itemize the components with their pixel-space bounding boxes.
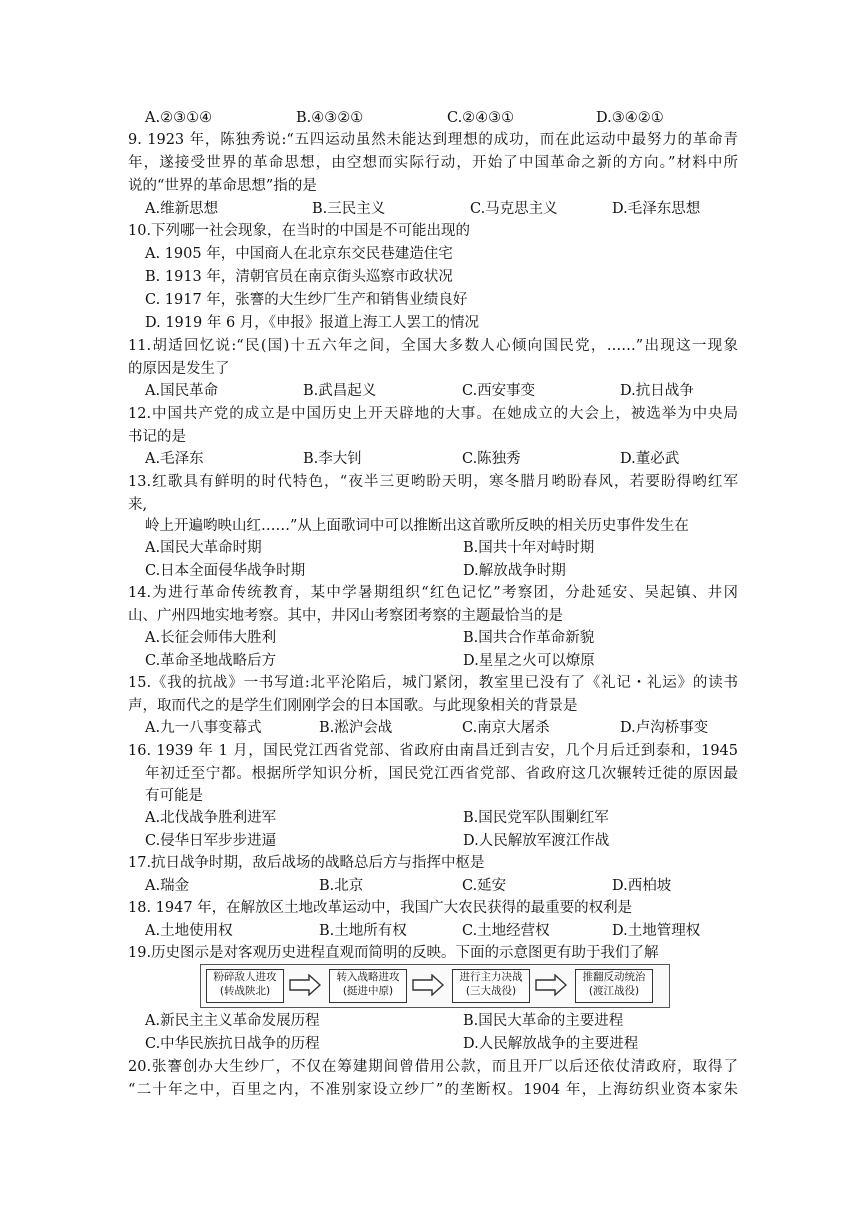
q10-option-d: D. 1919 年 6 月，《申报》报道上海工人罢工的情况 bbox=[145, 315, 480, 331]
q13-options-row-1 bbox=[145, 538, 745, 560]
flow-step-3-sub: (三大战役) bbox=[465, 985, 517, 997]
q16-stem-line-2: 年初迁至宁都。根据所学知识分析，国民党江西省党部、省政府这几次辗转迁徙的原因最 bbox=[145, 766, 738, 782]
q17-stem: 17.抗日战争时期，敌后战场的战略总后方与指挥中枢是 bbox=[128, 855, 485, 871]
q9-options bbox=[145, 199, 745, 221]
q14-options-row-2 bbox=[145, 651, 745, 673]
q15-option-a: A.九一八事变幕式 bbox=[145, 720, 262, 736]
q14-option-b: B.国共合作革命新貌 bbox=[463, 630, 595, 646]
q9-stem-line-2: 年，遂接受世界的革命思想，由空想而实际行动，开始了中国革命之新的方向。”材料中所 bbox=[128, 155, 738, 171]
q17-options bbox=[145, 876, 745, 898]
q17-option-b: B.北京 bbox=[319, 878, 364, 894]
q13-option-c: C.日本全面侵华战争时期 bbox=[145, 563, 306, 579]
q9-stem-line-3: 说的“世界的革命思想”指的是 bbox=[128, 178, 317, 194]
q19-option-a: A.新民主主义革命发展历程 bbox=[145, 1013, 320, 1029]
q10-option-c: C. 1917 年，张謇的大生纱厂生产和销售业绩良好 bbox=[145, 292, 468, 308]
q17-option-a: A.瑞金 bbox=[145, 878, 190, 894]
q9-option-b: B.三民主义 bbox=[312, 201, 386, 217]
q13-option-b: B.国共十年对峙时期 bbox=[463, 540, 595, 556]
q12-stem-line-1: 12.中国共产党的成立是中国历史上开天辟地的大事。在她成立的大会上，被选举为中央局 bbox=[128, 406, 738, 422]
flow-step-4 bbox=[575, 969, 653, 1003]
q14-option-d: D.星星之火可以燎原 bbox=[463, 653, 595, 669]
q10-option-b: B. 1913 年，清朝官员在南京街头巡察市政状况 bbox=[145, 269, 453, 285]
q18-option-d: D.土地管理权 bbox=[612, 923, 701, 939]
q12-option-d: D.董必武 bbox=[620, 451, 680, 467]
q14-stem-line-1: 14.为进行革命传统教育，某中学暑期组织“红色记忆”考察团，分赴延安、吴起镇、井冈 bbox=[128, 585, 738, 601]
q9-option-d: D.毛泽东思想 bbox=[612, 201, 701, 217]
q17-option-c: C.延安 bbox=[462, 878, 507, 894]
q15-option-b: B.淞沪会战 bbox=[319, 720, 393, 736]
q11-stem-line-1: 11.胡适回忆说:“民(国)十五六年之间，全国大多数人心倾向国民党，……”出现这一现象 bbox=[128, 338, 738, 354]
q19-option-b: B.国民大革命的主要进程 bbox=[463, 1013, 624, 1029]
q20-stem-line-1: 20.张謇创办大生纱厂，不仅在筹建期间曾借用公款，而且开厂以后还依仗清政府，取得了 bbox=[128, 1059, 738, 1075]
q11-options bbox=[145, 381, 745, 403]
q12-option-b: B.李大钊 bbox=[303, 451, 362, 467]
q18-option-b: B.土地所有权 bbox=[319, 923, 407, 939]
q8-option-d: D.③④②① bbox=[596, 110, 664, 126]
flow-arrow-icon bbox=[535, 974, 567, 996]
q19-options-row-2 bbox=[145, 1034, 745, 1056]
q9-stem-line-1: 9. 1923 年，陈独秀说:“五四运动虽然未能达到理想的成功，而在此运动中最努力的革命青 bbox=[128, 132, 738, 148]
flow-step-4-sub: (渡江战役) bbox=[588, 985, 640, 997]
q13-stem-line-3: 岭上开遍哟映山红……”从上面歌词中可以推断出这首歌所反映的相关历史事件发生在 bbox=[145, 518, 689, 534]
q16-option-a: A.北伐战争胜利进军 bbox=[145, 810, 277, 826]
q16-option-d: D.人民解放军渡江作战 bbox=[463, 833, 610, 849]
q11-stem-line-2: 的原因是发生了 bbox=[128, 361, 230, 377]
flow-step-2 bbox=[329, 969, 407, 1003]
q15-options bbox=[145, 718, 745, 740]
q11-option-b: B.武昌起义 bbox=[303, 383, 377, 399]
flow-arrow-icon bbox=[412, 974, 444, 996]
flow-step-1-sub: (转战陕北) bbox=[219, 985, 271, 997]
q16-options-row-2 bbox=[145, 831, 745, 853]
q18-options bbox=[145, 921, 745, 943]
q15-option-d: D.卢沟桥事变 bbox=[620, 720, 709, 736]
q14-stem-line-2: 山、广州四地实地考察。其中，井冈山考察团考察的主题最恰当的是 bbox=[128, 608, 563, 624]
q17-option-d: D.西柏坡 bbox=[612, 878, 672, 894]
q11-option-c: C.西安事变 bbox=[462, 383, 536, 399]
q18-stem: 18. 1947 年，在解放区土地改革运动中，我国广大农民获得的最重要的权利是 bbox=[128, 900, 633, 916]
q19-options-row-1 bbox=[145, 1011, 745, 1033]
flow-arrow-icon bbox=[289, 974, 321, 996]
q9-option-a: A.维新思想 bbox=[145, 201, 219, 217]
flow-step-2-title: 转入战略进攻 bbox=[336, 971, 400, 983]
q8-options bbox=[145, 108, 745, 130]
q16-stem-line-1: 16. 1939 年 1 月，国民党江西省党部、省政府由南昌迁到吉安，几个月后迁到泰和，1945 bbox=[128, 743, 738, 759]
q19-option-d: D.人民解放战争的主要进程 bbox=[463, 1036, 639, 1052]
q11-option-a: A.国民革命 bbox=[145, 383, 219, 399]
q11-option-d: D.抗日战争 bbox=[620, 383, 694, 399]
q19-stem: 19.历史图示是对客观历史进程直观而简明的反映。下面的示意图更有助于我们了解 bbox=[128, 945, 659, 961]
q8-option-a: A.②③①④ bbox=[145, 110, 213, 126]
flow-step-1-title: 粉碎敌人进攻 bbox=[213, 971, 277, 983]
q20-stem-line-2: “二十年之中，百里之内，不准别家设立纱厂”的垄断权。1904 年，上海纺织业资本家朱 bbox=[128, 1082, 738, 1098]
flow-step-4-title: 推翻反动统治 bbox=[582, 971, 646, 983]
q19-option-c: C.中华民族抗日战争的历程 bbox=[145, 1036, 320, 1052]
flow-step-2-sub: (挺进中原) bbox=[342, 985, 394, 997]
q10-stem: 10.下列哪一社会现象，在当时的中国是不可能出现的 bbox=[128, 223, 471, 239]
q19-flow-diagram bbox=[200, 964, 670, 1008]
q10-option-a: A. 1905 年，中国商人在北京东交民巷建造住宅 bbox=[145, 246, 453, 262]
q8-option-c: C.②④③① bbox=[447, 110, 515, 126]
q12-option-c: C.陈独秀 bbox=[462, 451, 521, 467]
q16-stem-line-3: 有可能是 bbox=[145, 788, 203, 804]
flow-step-3 bbox=[452, 969, 530, 1003]
q12-option-a: A.毛泽东 bbox=[145, 451, 204, 467]
q14-option-a: A.长征会师伟大胜利 bbox=[145, 630, 277, 646]
q13-option-d: D.解放战争时期 bbox=[463, 563, 566, 579]
q13-stem-line-2: 来, bbox=[128, 497, 148, 513]
q18-option-c: C.土地经营权 bbox=[462, 923, 550, 939]
q16-option-c: C.侵华日军步步进逼 bbox=[145, 833, 277, 849]
flow-step-1 bbox=[206, 969, 284, 1003]
q13-stem-line-1: 13.红歌具有鲜明的时代特色，“夜半三更哟盼天明，寒冬腊月哟盼春风，若要盼得哟红军 bbox=[128, 474, 738, 490]
q13-option-a: A.国民大革命时期 bbox=[145, 540, 262, 556]
q14-options-row-1 bbox=[145, 628, 745, 650]
q16-option-b: B.国民党军队围剿红军 bbox=[463, 810, 609, 826]
q16-options-row-1 bbox=[145, 808, 745, 830]
q9-option-c: C.马克思主义 bbox=[470, 201, 558, 217]
q18-option-a: A.土地使用权 bbox=[145, 923, 233, 939]
flow-step-3-title: 进行主力决战 bbox=[459, 971, 523, 983]
q12-stem-line-2: 书记的是 bbox=[128, 429, 186, 445]
q14-option-c: C.革命圣地战略后方 bbox=[145, 653, 277, 669]
q15-option-c: C.南京大屠杀 bbox=[462, 720, 550, 736]
q13-options-row-2 bbox=[145, 561, 745, 583]
q8-option-b: B.④③②① bbox=[296, 110, 364, 126]
q15-stem-line-2: 声，取而代之的是学生们刚刚学会的日本国歌。与此现象相关的背景是 bbox=[128, 698, 578, 714]
q12-options bbox=[145, 449, 745, 471]
q15-stem-line-1: 15.《我的抗战》一书写道:北平沦陷后，城门紧闭，教室里已没有了《礼记・礼运》的读书 bbox=[128, 675, 738, 691]
